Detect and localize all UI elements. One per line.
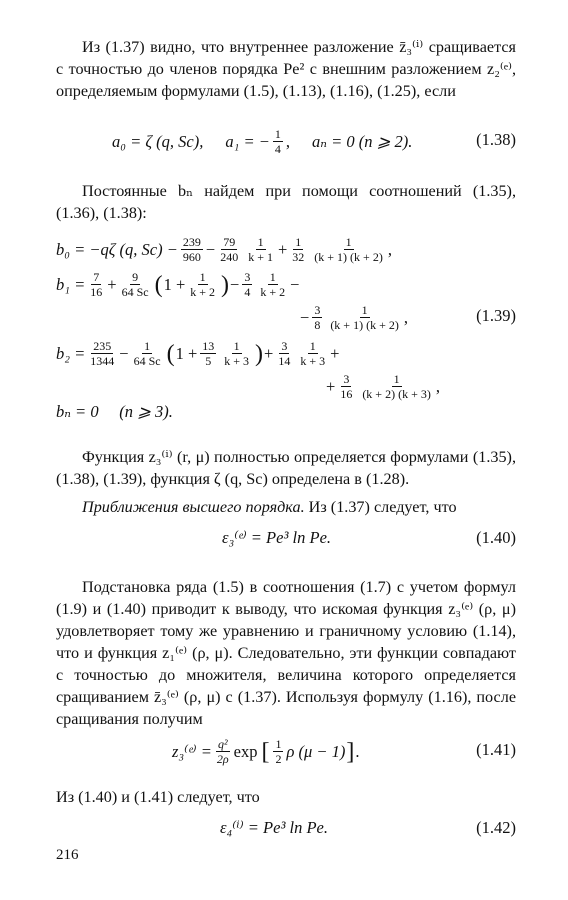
eq140-number: (1.40) (476, 528, 516, 547)
equation-b1-cont: − $\frac{3}{8}$ $\frac{1}{(k + 1) (k + 2)}$ , (300, 303, 408, 332)
eq138-a0: a₀ = ζ (q, Sc), (112, 131, 204, 151)
eq138-a1: a₁ = − (225, 131, 270, 151)
equation-b2-cont: + $\frac{3}{16}$ $\frac{1}{(k + 2) (k + 3)}$ , (326, 372, 440, 401)
paragraph-2: Постоянные bₙ найдем при помощи соотношений (1.35), (1.36), (1.38): (56, 182, 516, 222)
equation-b0: b₀ = −qζ (q, Sc) − $\frac{239}{960}$ − $\frac{79}{240}$ $\frac{1}{k + 1}$ + $\frac{1}{32}$ $\frac{1}{(k + 1) (k + 2)}$ , (56, 235, 392, 264)
eq139-number: (1.39) (476, 306, 516, 325)
equation-b1: b₁ = $\frac{7}{16}$ + $\frac{9}{64 Sc}$ ( 1 + $\frac{1}{k + 2}$ ) − $\frac{3}{4}$ $\frac{1}{k + 2}$ − (56, 270, 300, 299)
page-number: 216 (56, 847, 79, 863)
eq141-number: (1.41) (476, 740, 516, 759)
equation-bn: bₙ = 0 (n ⩾ 3). (56, 402, 173, 421)
equation-1-41: z₃⁽ᵉ⁾ = $\frac{\text{q²}}{2\rho}$ exp [ $\frac{1}{2}$ ρ (μ − 1) ] . (172, 737, 360, 766)
paragraph-6: Из (1.40) и (1.41) следует, что (56, 788, 260, 806)
equation-b2: b₂ = $\frac{235}{1344}$ − $\frac{1}{64 Sc}$ ( 1 + $\frac{13}{5}$ $\frac{1}{k + 3}$ ) + $\frac{3}{14}$ $\frac{1}{k + 3}$ + (56, 339, 340, 368)
paragraph-5: Подстановка ряда (1.5) в соотношения (1.7) с учетом формул (1.9) и (1.40) приводит к выводу, что искомая функция z₃⁽ᵉ⁾ (ρ, μ) удовлетворяет тому же уравнению и граничному условию (1.14), что и функция z₁⁽ᵉ⁾ (ρ, μ). Следовательно, эти функции совпадают с точностью до множителя, величина которого определяется сращиванием z̄₃⁽ᵉ⁾ (ρ, μ) с (1.37). Используя формулу (1.16), после сращивания получим (56, 578, 516, 728)
paragraph-1: Из (1.37) видно, что внутреннее разложение z̄₃⁽ⁱ⁾ сращивается с точностью до членов порядка Pe² с внешним разложением z₂⁽ᵉ⁾, определяемым формулами (1.5), (1.13), (1.16), (1.25), если (56, 38, 516, 100)
paragraph-4: Приближения высшего порядка. Из (1.37) следует, что (82, 498, 457, 516)
eq138-an: aₙ = 0 (n ⩾ 2). (312, 131, 413, 151)
eq138-number: (1.38) (476, 130, 516, 149)
section-heading: Приближения высшего порядка. (82, 498, 305, 516)
equation-1-40: ε₃⁽ᵉ⁾ = Pe³ ln Pe. (222, 528, 332, 547)
equation-1-38: a₀ = ζ (q, Sc), a₁ = − $\frac{1}{4}$ , aₙ = 0 (n ⩾ 2). (112, 127, 413, 156)
eq142-number: (1.42) (476, 818, 516, 837)
paragraph-3: Функция z₃⁽ⁱ⁾ (r, μ) полностью определяется формулами (1.35), (1.38), (1.39), функция ζ (q, Sc) определена в (1.28). (56, 448, 516, 488)
equation-1-42: ε₄⁽ⁱ⁾ = Pe³ ln Pe. (220, 818, 329, 837)
